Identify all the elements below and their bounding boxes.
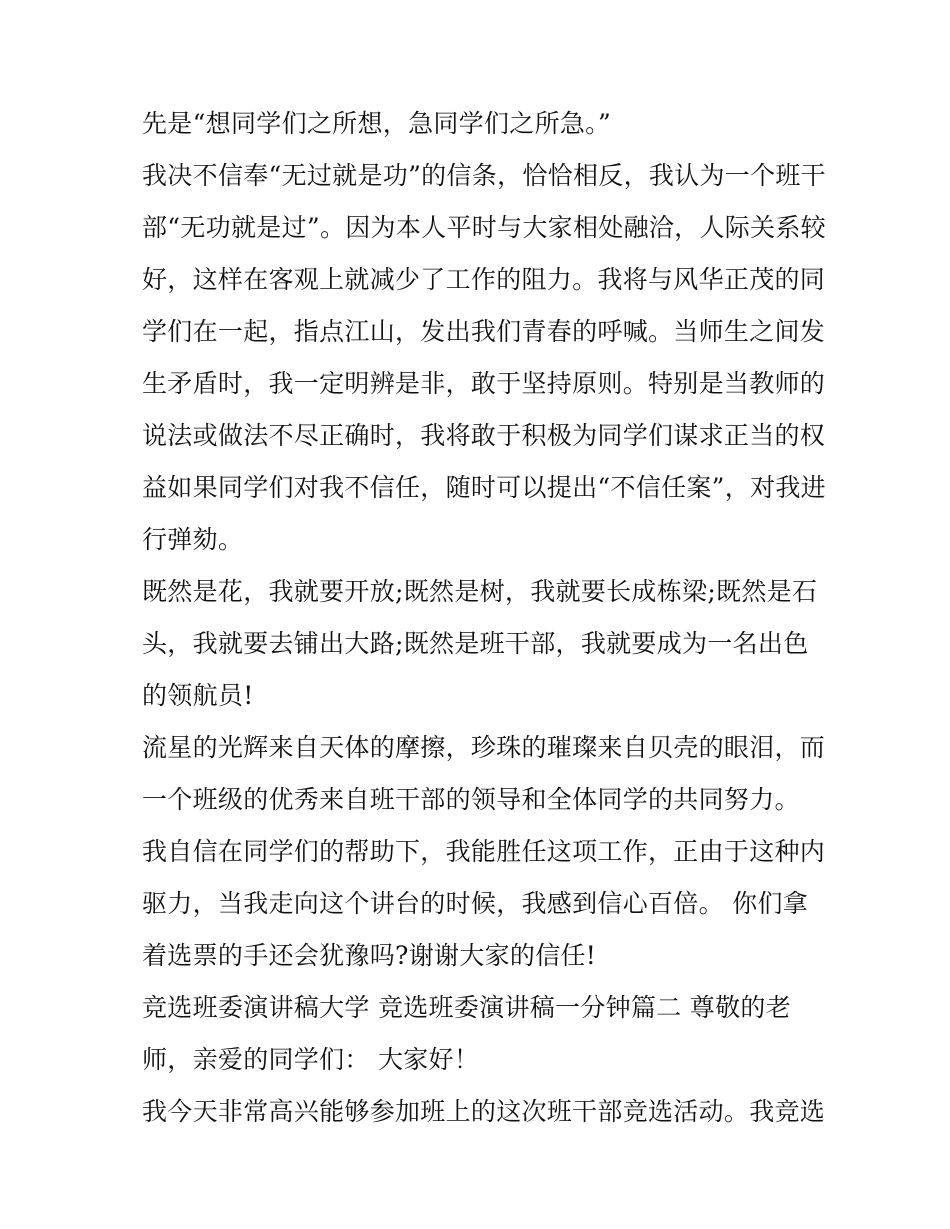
text-line: 流星的光辉来自天体的摩擦，珍珠的璀璨来自贝壳的眼泪，而 (142, 733, 826, 762)
text-line: 说法或做法不尽正确时，我将敢于积极为同学们谋求正当的权 (142, 421, 826, 450)
text-line: 部“无功就是过”。因为本人平时与大家相处融洽，人际关系较 (142, 213, 826, 242)
text-line: 先是“想同学们之所想，急同学们之所急。” (142, 109, 612, 138)
text-line: 头，我就要去铺出大路;既然是班干部，我就要成为一名出色 (142, 629, 809, 658)
text-line: 竞选班委演讲稿大学 竞选班委演讲稿一分钟篇二 尊敬的老 (142, 993, 791, 1022)
text-line: 生矛盾时，我一定明辨是非，敢于坚持原则。特别是当教师的 (142, 369, 826, 398)
text-line: 师，亲爱的同学们： 大家好！ (142, 1045, 480, 1074)
text-line: 我自信在同学们的帮助下，我能胜任这项工作，正由于这种内 (142, 837, 826, 866)
text-line: 行弹劾。 (142, 525, 244, 554)
text-line: 既然是花，我就要开放;既然是树，我就要长成栋梁;既然是石 (142, 577, 818, 606)
text-line: 驱力，当我走向这个讲台的时候，我感到信心百倍。 你们拿 (142, 889, 809, 918)
text-line: 益如果同学们对我不信任，随时可以提出“不信任案”，对我进 (142, 473, 826, 502)
text-line: 学们在一起，指点江山，发出我们青春的呼喊。当师生之间发 (142, 317, 826, 346)
text-line: 我决不信奉“无过就是功”的信条，恰恰相反，我认为一个班干 (142, 161, 826, 190)
text-line: 一个班级的优秀来自班干部的领导和全体同学的共同努力。 (142, 785, 800, 814)
text-line: 好，这样在客观上就减少了工作的阻力。我将与风华正茂的同 (142, 265, 826, 294)
text-line: 的领航员! (142, 681, 254, 710)
text-line: 着选票的手还会犹豫吗?谢谢大家的信任! (142, 941, 597, 970)
text-line: 我今天非常高兴能够参加班上的这次班干部竞选活动。我竞选 (142, 1097, 826, 1126)
